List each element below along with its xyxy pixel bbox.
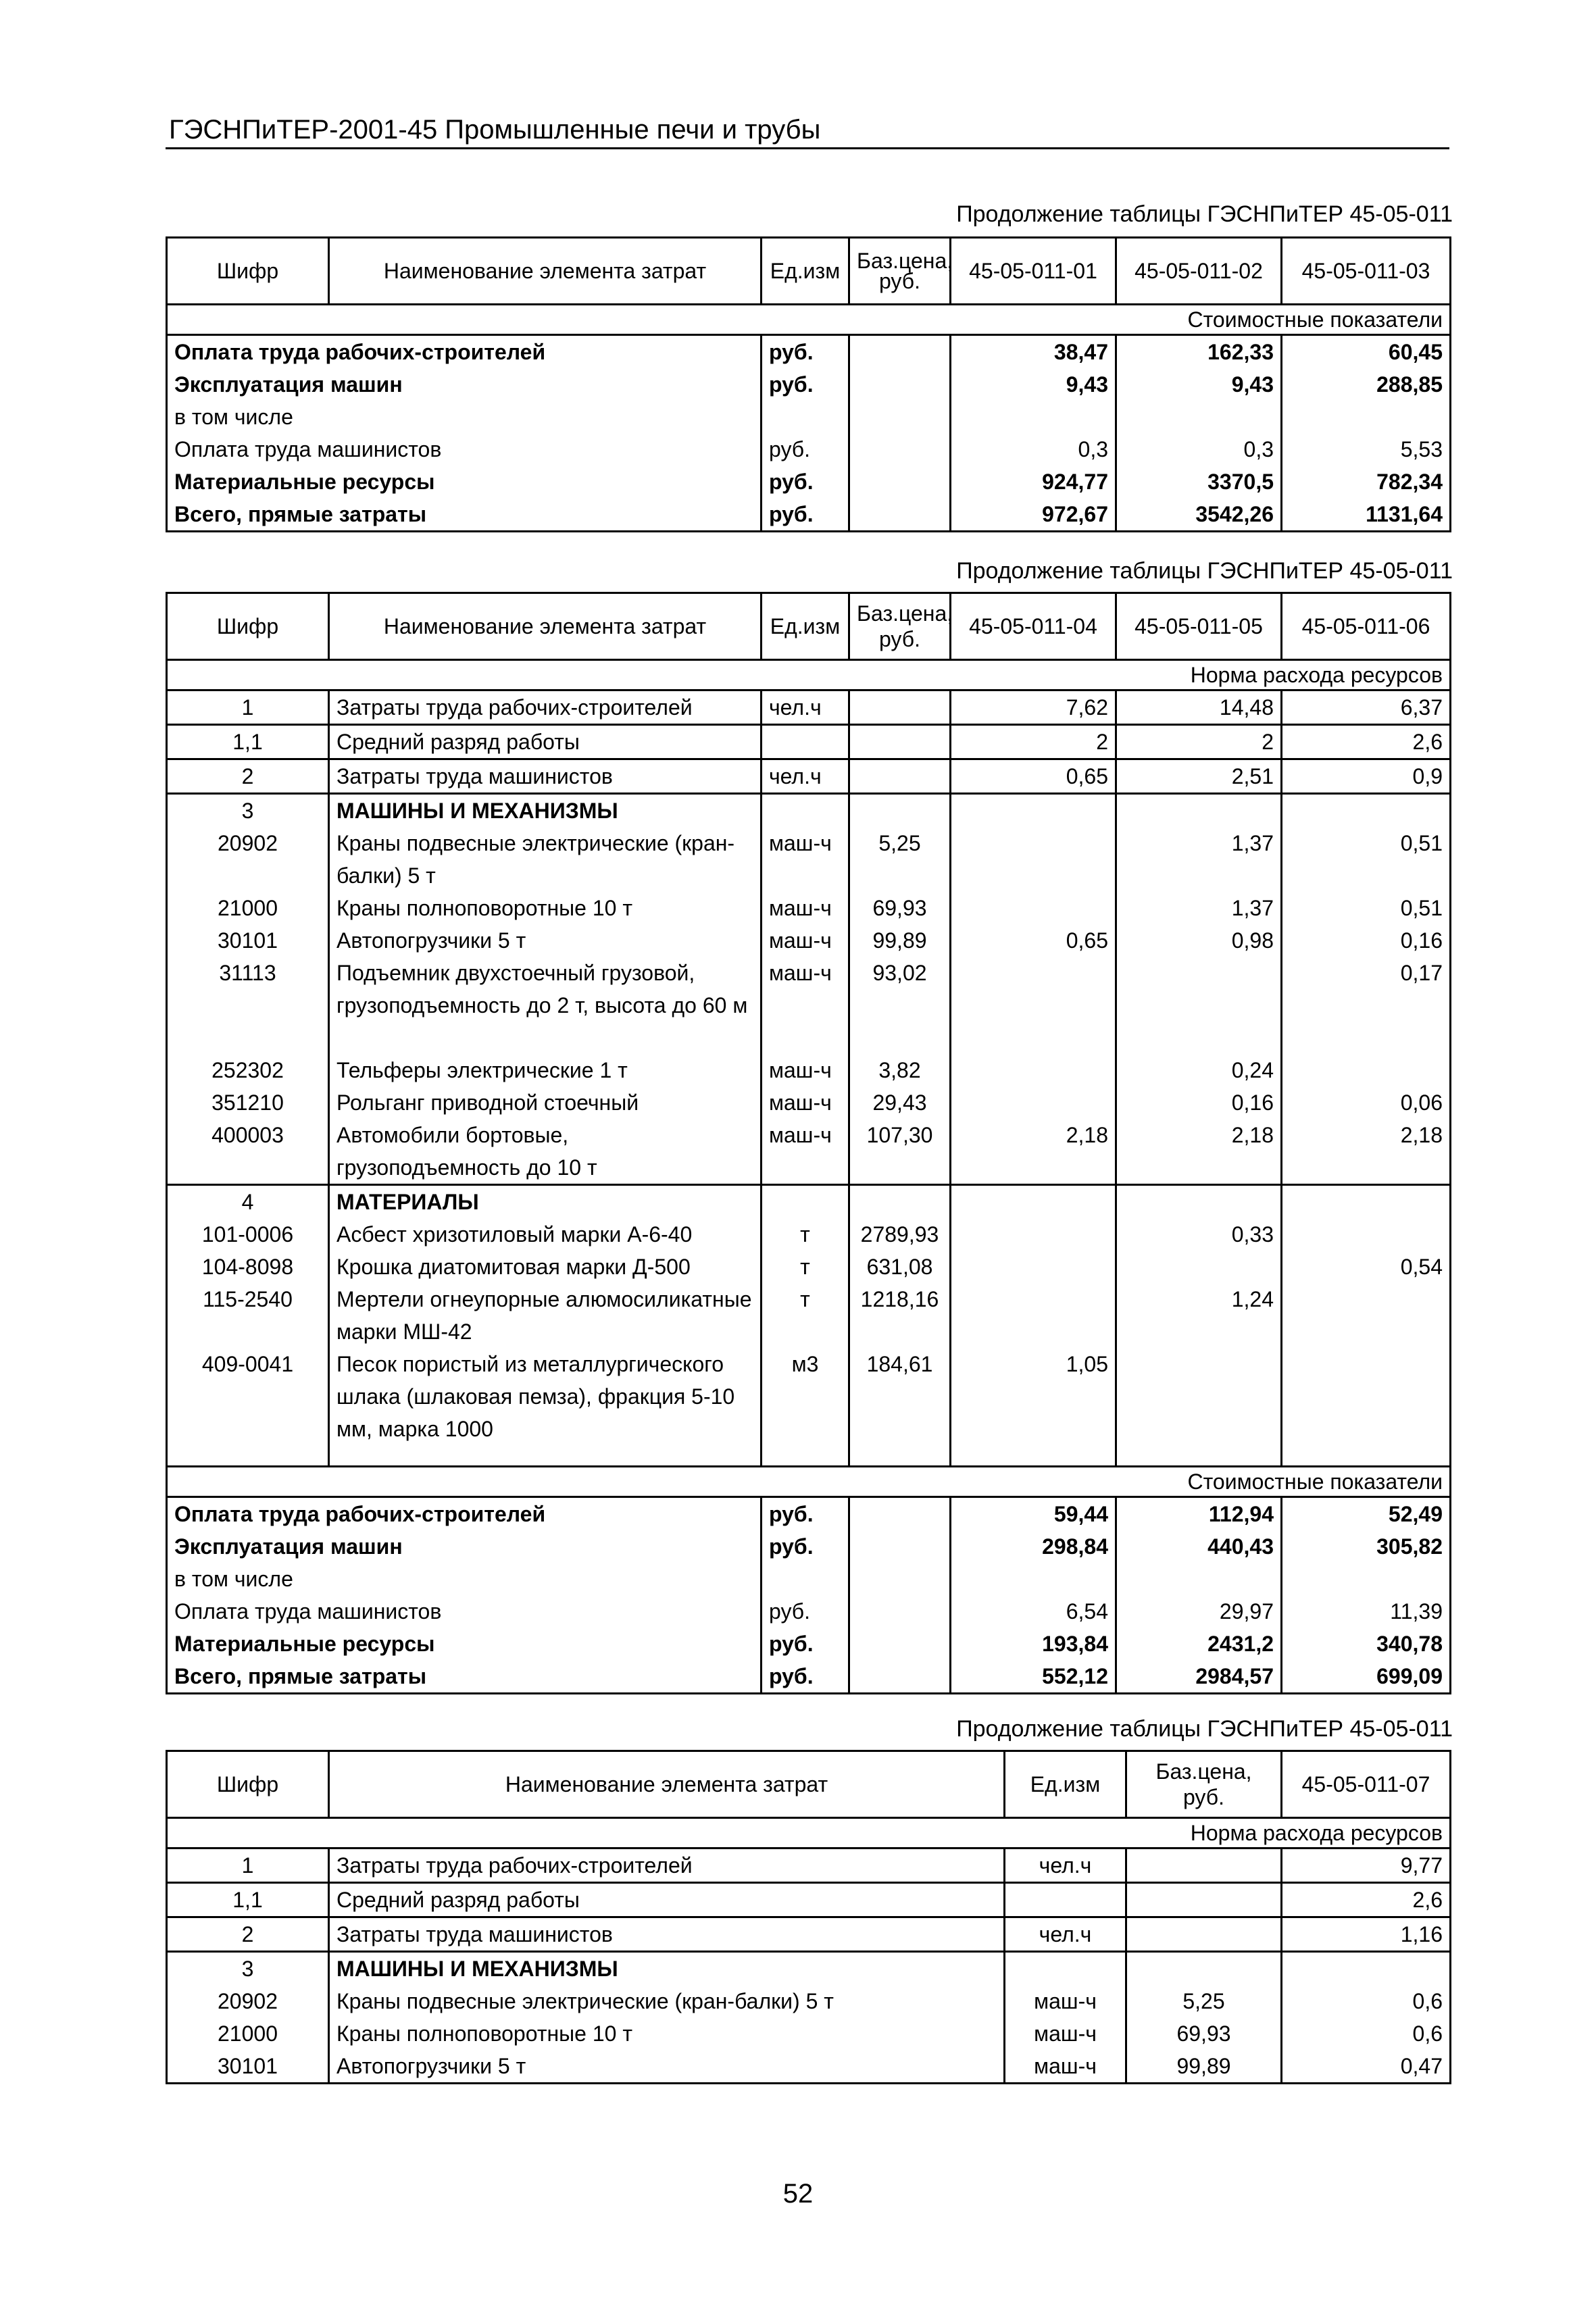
table-row: Материальные ресурсы руб. 193,84 2431,2 340,78	[167, 1628, 1451, 1660]
table-row: 1,1 Средний разряд работы 2,6	[167, 1883, 1451, 1917]
col-code-03: 45-05-011-03	[1282, 238, 1451, 305]
table-resources-2	[166, 592, 1451, 1694]
table-row: Материальные ресурсы руб. 924,77 3370,5 782,34	[167, 466, 1451, 498]
table-row: 21000 Краны полноповоротные 10 т маш-ч 69,93 0,6	[167, 2017, 1451, 2050]
table-row: 252302 Тельферы электрические 1 т маш-ч 3,82 0,24	[167, 1054, 1451, 1086]
col-code-header: Шифр	[167, 1751, 329, 1818]
col-unit-header: Ед.изм	[1005, 1751, 1126, 1818]
table-row: 3 МАШИНЫ И МЕХАНИЗМЫ	[167, 794, 1451, 828]
col-price-header: Баз.цена, руб.	[849, 238, 951, 305]
table-row: 2 Затраты труда машинистов чел.ч 1,16	[167, 1917, 1451, 1952]
table-row: 4 МАТЕРИАЛЫ	[167, 1185, 1451, 1219]
table-row: 31113 Подъемник двухстоечный грузовой, грузоподъемность до 2 т, высота до 60 м маш-ч 93,02 0,17	[167, 957, 1451, 1022]
table-caption: Продолжение таблицы ГЭСНПиТЕР 45-05-011	[956, 558, 1453, 584]
table-resources-3	[166, 1750, 1451, 2084]
page-number: 52	[782, 2179, 814, 2209]
table-row: 1,1 Средний разряд работы 2 2 2,6	[167, 725, 1451, 759]
table-row: 30101 Автопогрузчики 5 т маш-ч 99,89 0,47	[167, 2050, 1451, 2084]
section-norm-label: Норма расхода ресурсов	[167, 660, 1451, 690]
col-price-header: Баз.цена, руб.	[849, 593, 951, 660]
table-row: Всего, прямые затраты руб. 552,12 2984,57 699,09	[167, 1660, 1451, 1694]
table-row: 2 Затраты труда машинистов чел.ч 0,65 2,51 0,9	[167, 759, 1451, 794]
table-cost-1	[166, 236, 1451, 532]
table-row: 400003 Автомобили бортовые, грузоподъемность до 10 т маш-ч 107,30 2,18 2,18 2,18	[167, 1119, 1451, 1185]
table-row: 1 Затраты труда рабочих-строителей чел.ч 9,77	[167, 1848, 1451, 1883]
table-row: в том числе	[167, 1563, 1451, 1595]
col-name-header: Наименование элемента затрат	[329, 238, 762, 305]
header-rule	[166, 147, 1449, 149]
col-code-06: 45-05-011-06	[1282, 593, 1451, 660]
table-row: 20902 Краны подвесные электрические (кран- балки) 5 т маш-ч 5,25 1,37 0,51	[167, 827, 1451, 892]
table-row: 104-8098 Крошка диатомитовая марки Д-500 т 631,08 0,54	[167, 1251, 1451, 1283]
col-code-02: 45-05-011-02	[1116, 238, 1282, 305]
col-unit-header: Ед.изм	[762, 238, 849, 305]
col-code-07: 45-05-011-07	[1282, 1751, 1451, 1818]
col-code-header: Шифр	[167, 238, 329, 305]
table-row: Оплата труда рабочих-строителей руб. 59,44 112,94 52,49	[167, 1497, 1451, 1531]
table-row: 30101 Автопогрузчики 5 т маш-ч 99,89 0,65 0,98 0,16	[167, 924, 1451, 957]
table-row-spacer	[167, 1022, 1451, 1054]
col-unit-header: Ед.изм	[762, 593, 849, 660]
section-cost-label: Стоимостные показатели	[167, 305, 1451, 335]
table-row: в том числе	[167, 401, 1451, 433]
section-cost-label: Стоимостные показатели	[167, 1467, 1451, 1497]
table-row: 101-0006 Асбест хризотиловый марки А-6-40 т 2789,93 0,33	[167, 1218, 1451, 1251]
col-code-05: 45-05-011-05	[1116, 593, 1282, 660]
table-row: 351210 Рольганг приводной стоечный маш-ч 29,43 0,16 0,06	[167, 1086, 1451, 1119]
col-name-header: Наименование элемента затрат	[329, 593, 762, 660]
col-code-header: Шифр	[167, 593, 329, 660]
table-row: 21000 Краны полноповоротные 10 т маш-ч 69,93 1,37 0,51	[167, 892, 1451, 924]
table-row: Оплата труда рабочих-строителей руб. 38,47 162,33 60,45	[167, 335, 1451, 369]
table-row: Оплата труда машинистов руб. 6,54 29,97 11,39	[167, 1595, 1451, 1628]
table-row: 1 Затраты труда рабочих-строителей чел.ч 7,62 14,48 6,37	[167, 690, 1451, 725]
table-row: 115-2540 Мертели огнеупорные алюмосиликатные марки МШ-42 т 1218,16 1,24	[167, 1283, 1451, 1348]
table-row: 409-0041 Песок пористый из металлургического шлака (шлаковая пемза), фракция 5-10 мм, марка 1000 м3 184,61 1,05	[167, 1348, 1451, 1467]
table-row: Всего, прямые затраты руб. 972,67 3542,26 1131,64	[167, 498, 1451, 532]
col-name-header: Наименование элемента затрат	[329, 1751, 1005, 1818]
table-row: 3 МАШИНЫ И МЕХАНИЗМЫ	[167, 1952, 1451, 1986]
col-code-04: 45-05-011-04	[951, 593, 1116, 660]
table-row: Эксплуатация машин руб. 298,84 440,43 305,82	[167, 1530, 1451, 1563]
col-code-01: 45-05-011-01	[951, 238, 1116, 305]
table-row: 20902 Краны подвесные электрические (кран-балки) 5 т маш-ч 5,25 0,6	[167, 1985, 1451, 2017]
col-price-header: Баз.цена, руб.	[1126, 1751, 1282, 1818]
table-row: Эксплуатация машин руб. 9,43 9,43 288,85	[167, 368, 1451, 401]
table-caption: Продолжение таблицы ГЭСНПиТЕР 45-05-011	[956, 1716, 1453, 1742]
section-norm-label: Норма расхода ресурсов	[167, 1818, 1451, 1848]
table-row: Оплата труда машинистов руб. 0,3 0,3 5,53	[167, 433, 1451, 466]
page-header-title: ГЭСНПиТЕР-2001-45 Промышленные печи и трубы	[169, 115, 821, 145]
table-caption: Продолжение таблицы ГЭСНПиТЕР 45-05-011	[956, 201, 1453, 227]
